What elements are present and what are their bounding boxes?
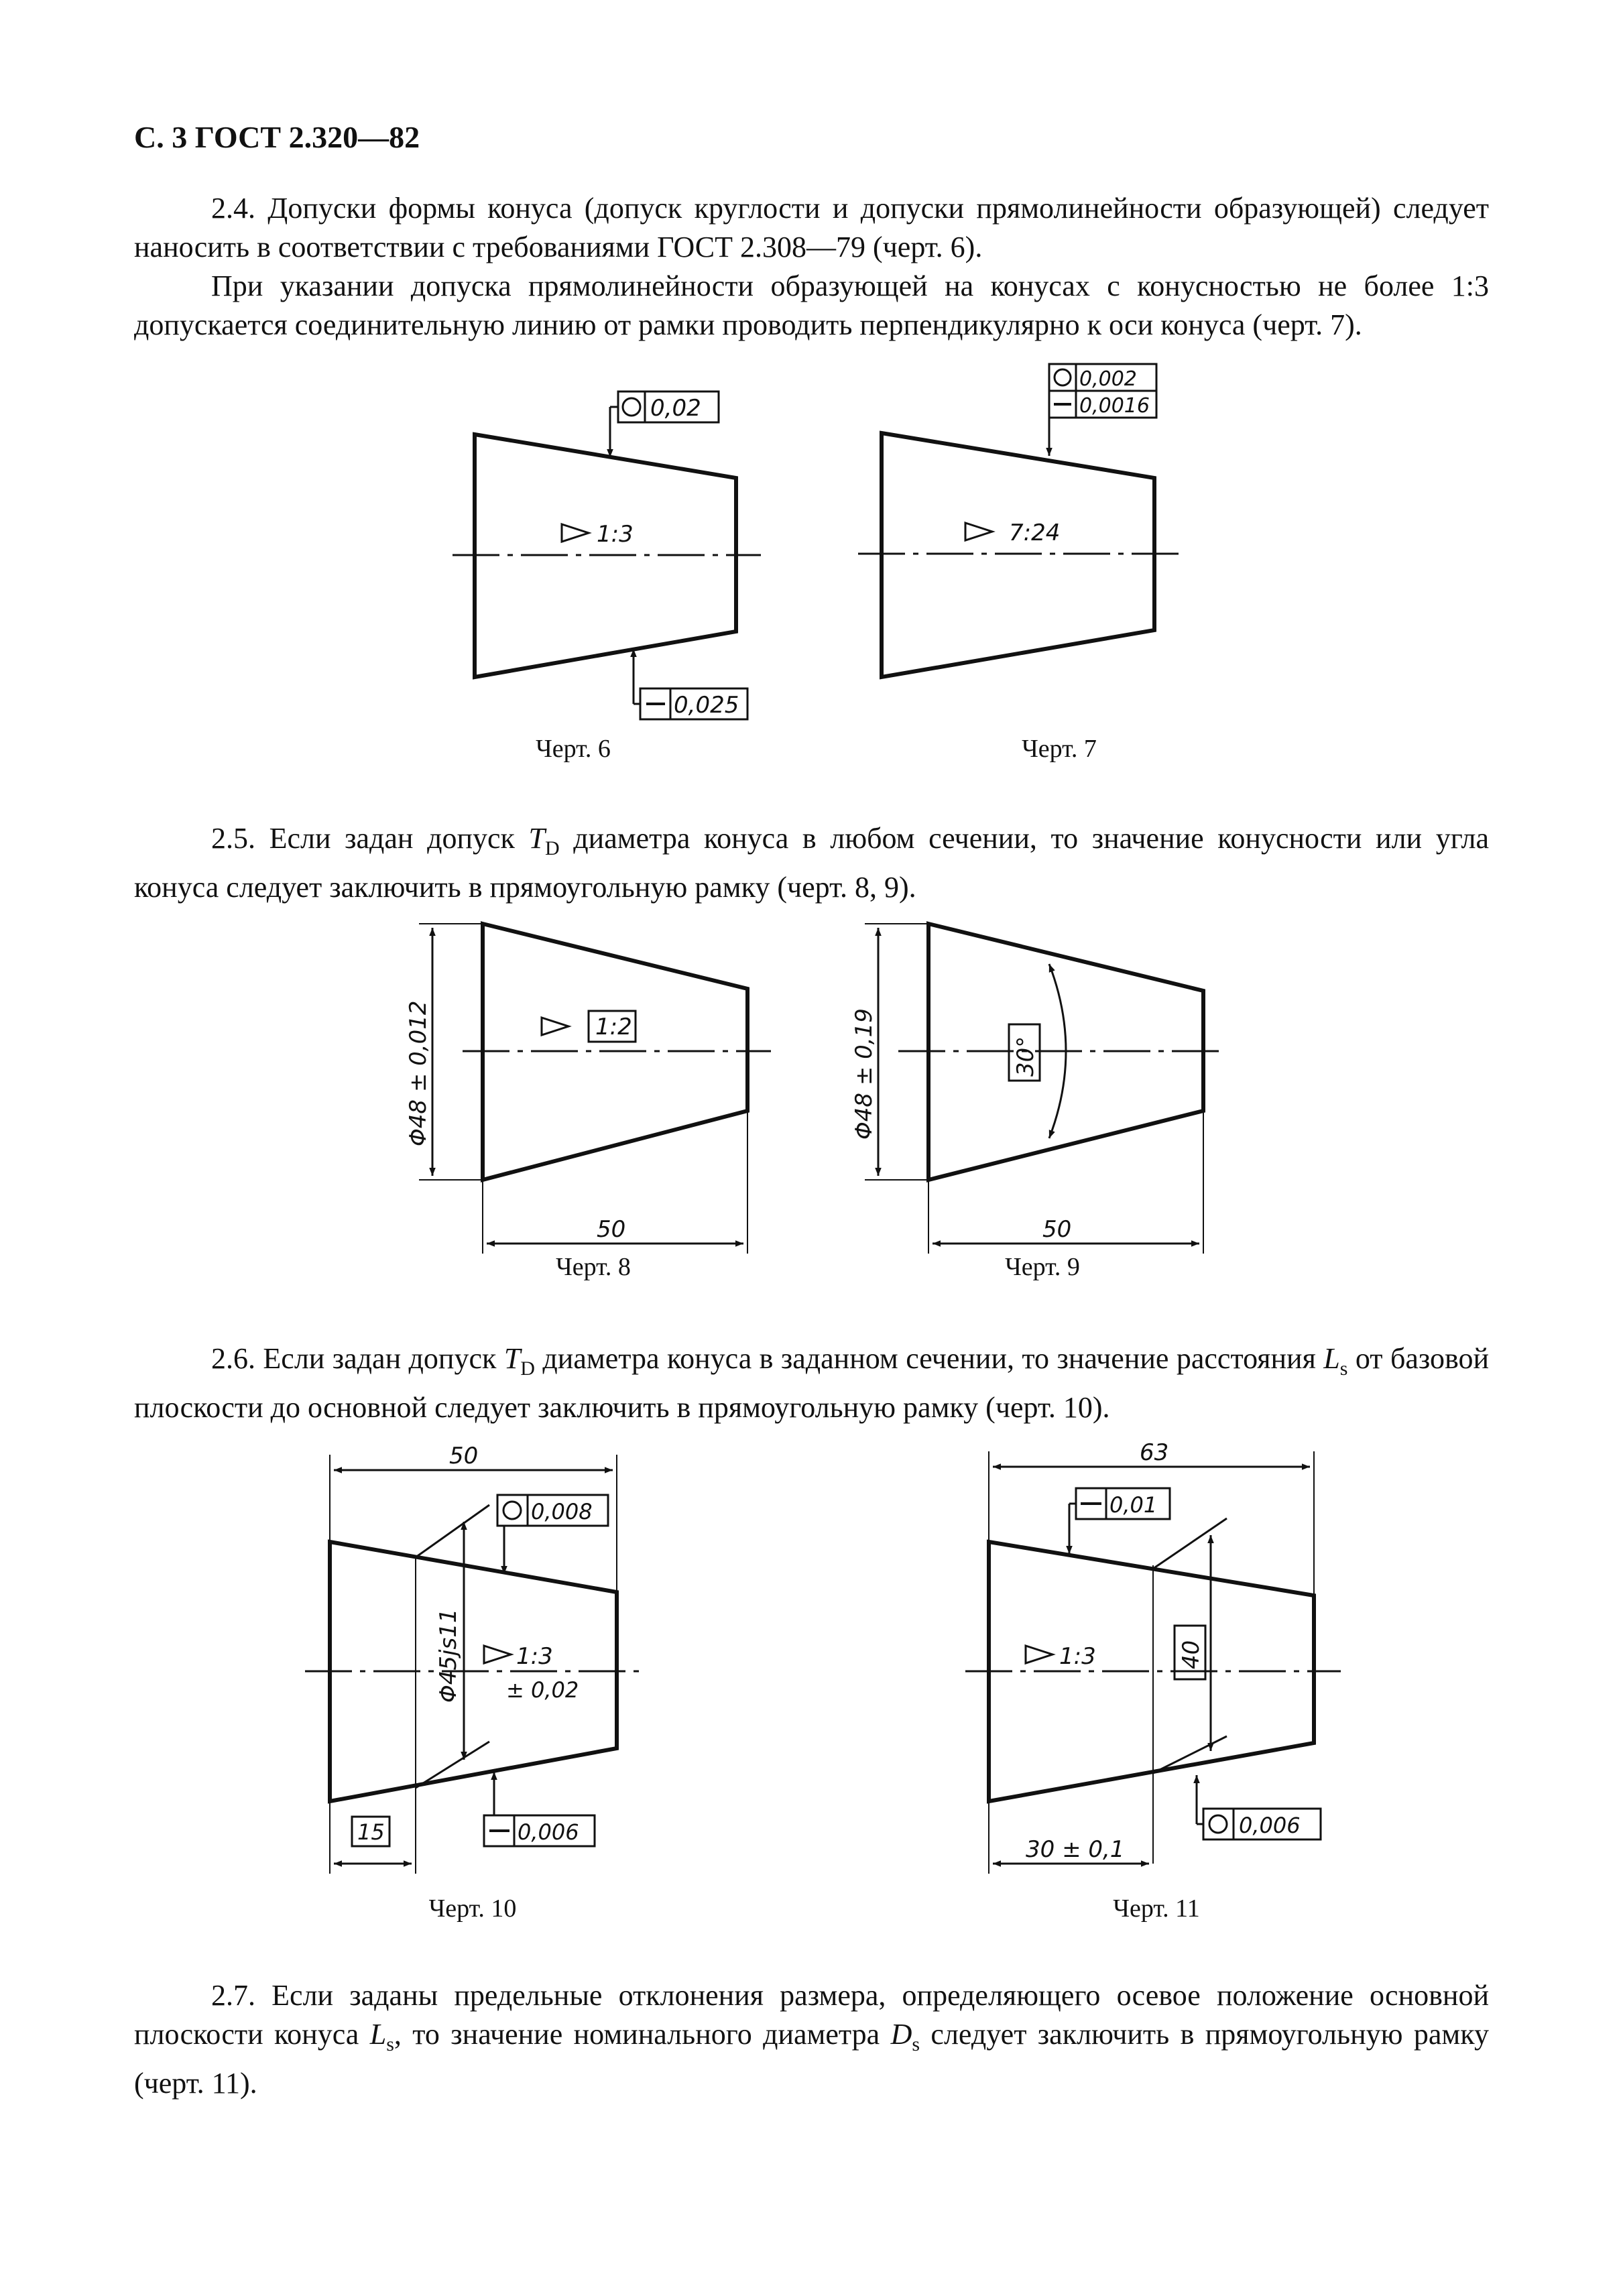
figure-6-7-drawing: [0, 0, 1623, 838]
figure-11-cone: [965, 1439, 1341, 1874]
fig10-straightness-tol: 0,006: [518, 1819, 579, 1845]
caption-fig-6: Черт. 6: [536, 735, 611, 763]
fig10-diameter: Φ45js11: [435, 1608, 462, 1703]
fig6-straightness-tol: 0,025: [674, 692, 739, 719]
fig11-base-dist: 30 ± 0,1: [1026, 1836, 1125, 1863]
caption-fig-11: Черт. 11: [1113, 1894, 1200, 1923]
fig7-straightness-tol: 0,0016: [1079, 394, 1150, 418]
fig10-taper: 1:3: [516, 1643, 553, 1670]
fig7-taper-label: 7:24: [1009, 520, 1061, 546]
figure-7-cone: [858, 364, 1180, 677]
caption-fig-8: Черт. 8: [556, 1253, 631, 1281]
fig7-roundness-tol: 0,002: [1079, 367, 1137, 391]
paragraph-2-7: 2.7. Если заданы предельные отклонения размера, определяющего осевое положение основной плоскости конуса $L_s$, то значение номинального диаметра $D_s$ следует заключить в прямоугольную рамку (черт. 11).: [134, 1979, 1489, 2100]
roundness-icon: [1055, 369, 1071, 385]
fig10-length: 50: [449, 1443, 479, 1469]
roundness-icon: [503, 1502, 521, 1519]
fig6-taper-label: 1:3: [597, 521, 634, 548]
fig11-taper: 1:3: [1059, 1643, 1096, 1670]
roundness-icon: [623, 398, 640, 416]
fig8-length: 50: [597, 1216, 626, 1243]
fig11-diameter-box: 40: [1178, 1640, 1205, 1669]
paragraph-2-4-note: При указании допуска прямолинейности образующей на конусах с конусностью не более 1:3 допускается соединительную линию от рамки проводить перпендикулярно к оси конуса (черт. 7).: [134, 269, 1489, 341]
fig10-taper-tol: ± 0,02: [506, 1677, 579, 1703]
roundness-icon: [1209, 1815, 1227, 1833]
fig11-straightness-tol: 0,01: [1109, 1492, 1158, 1518]
fig6-roundness-tol: 0,02: [650, 395, 701, 422]
figure-8-9-drawing: [0, 871, 1623, 1307]
caption-fig-7: Черт. 7: [1022, 735, 1097, 763]
paragraph-2-4: 2.4. Допуски формы конуса (допуск круглости и допуски прямолинейности образующей) следует наносить в соответствии с требованиями ГОСТ 2.308—79 (черт. 6).: [134, 192, 1489, 263]
paragraph-2-6: 2.6. Если задан допуск $T_D$ диаметра конуса в заданном сечении, то значение расстояния $L_s$ от базовой плоскости до основной следует заключить в прямоугольную рамку (черт. 10).: [134, 1342, 1490, 1424]
fig11-roundness-tol: 0,006: [1239, 1813, 1301, 1838]
caption-fig-9: Черт. 9: [1005, 1253, 1080, 1281]
fig9-angle-box: 30°: [1012, 1036, 1039, 1077]
paragraph-2-5: 2.5. Если задан допуск $T_D$ диаметра конуса в любом сечении, то значение конусности или угла конуса следует заключить в прямоугольную рамку (черт. 8, 9).: [134, 822, 1489, 904]
fig10-base-dist-box: 15: [357, 1819, 385, 1845]
figure-8-cone: [405, 924, 771, 1254]
page-header: С. 3 ГОСТ 2.320—82: [134, 120, 420, 154]
figure-10-11-drawing: [0, 1428, 1623, 1911]
fig10-roundness-tol: 0,008: [531, 1499, 593, 1524]
figure-10-cone: [305, 1443, 644, 1874]
fig8-taper-box: 1:2: [595, 1014, 632, 1040]
fig9-diameter: Φ48 ± 0,19: [851, 1008, 878, 1140]
fig9-length: 50: [1042, 1216, 1072, 1243]
fig8-diameter: Φ48 ± 0,012: [405, 1000, 432, 1146]
figure-9-cone: [851, 924, 1227, 1254]
fig11-length: 63: [1140, 1439, 1169, 1466]
caption-fig-10: Черт. 10: [428, 1894, 517, 1923]
figure-6-cone: [453, 391, 761, 719]
